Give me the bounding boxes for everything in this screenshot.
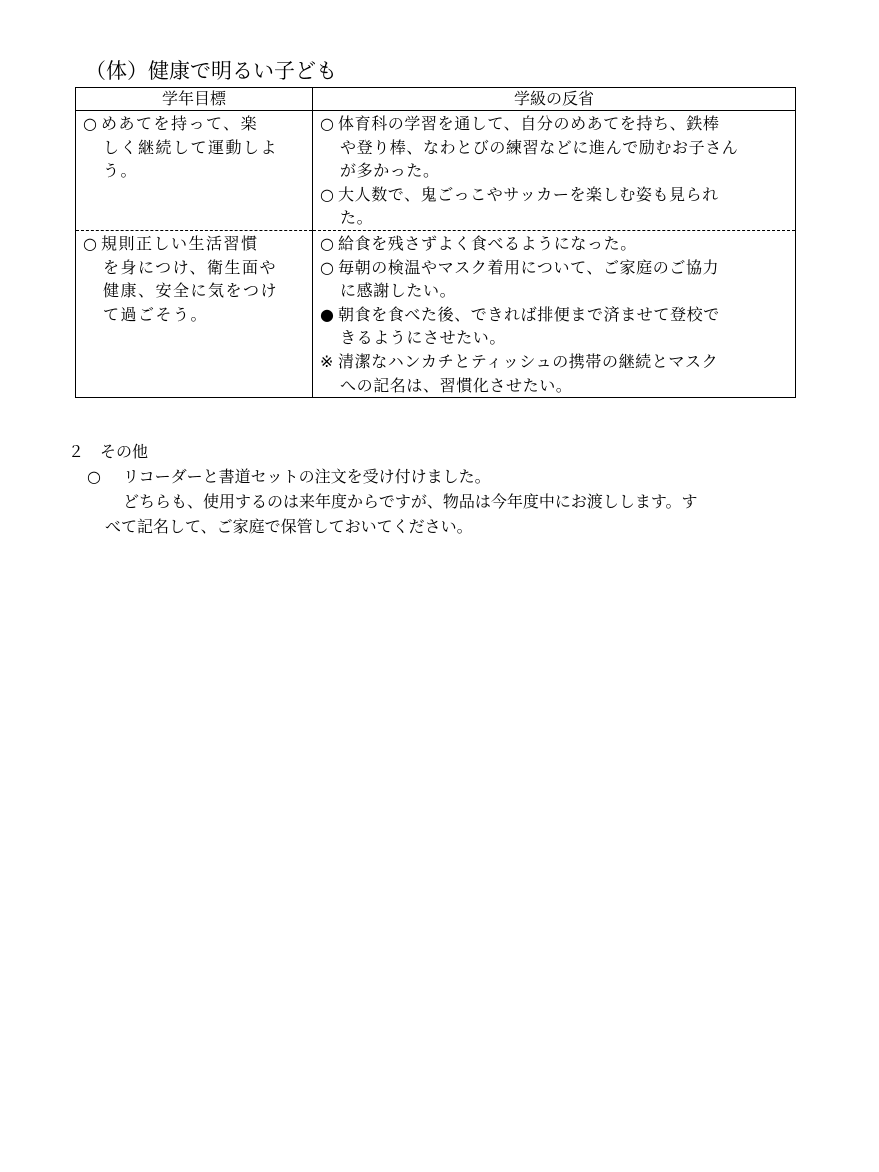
reflection-item: [320, 112, 790, 183]
goal-cell: [76, 230, 313, 397]
reflection-line: や登り棒、なわとびの練習などに進んで励むお子さん: [340, 137, 739, 157]
table-row: [76, 230, 796, 397]
reflection-line: きるようにさせたい。: [340, 328, 507, 348]
reflection-line: への記名は、習慣化させたい。: [340, 375, 573, 395]
goal-line: 規則正しい生活習慣: [101, 233, 259, 253]
bullet-marker: ●: [320, 304, 334, 324]
reflection-line: に感謝したい。: [340, 281, 457, 301]
reflection-line: 体育科の学習を通して、自分のめあてを持ち、鉄棒: [338, 114, 720, 133]
goal-line: めあてを持って、楽: [101, 114, 259, 133]
other-section-line: [87, 464, 807, 489]
goal-item: [83, 232, 307, 256]
reflection-item: [320, 350, 790, 397]
reflection-item: [320, 232, 790, 256]
reflection-item: [320, 183, 790, 230]
goal-line: を身につけ、衛生面や: [103, 257, 278, 277]
other-section-line: べて記名して、ご家庭で保管しておいてください。: [105, 517, 473, 536]
circle-marker: ○: [320, 114, 334, 133]
reflection-line: 毎朝の検温やマスク着用について、ご家庭のご協力: [338, 257, 720, 277]
goal-item: [83, 112, 307, 136]
order-notice-text: リコーダーと書道セットの注文を受け付けました。: [123, 467, 491, 486]
table-row: [76, 111, 796, 231]
circle-marker: ○: [320, 184, 334, 204]
goal-line: 健康、安全に気をつけ: [103, 281, 279, 301]
other-section-heading: ２ その他: [68, 442, 149, 461]
reflection-line: が多かった。: [340, 161, 440, 181]
reflection-line: 清潔なハンカチとティッシュの携帯の継続とマスク: [338, 351, 719, 371]
reflection-item: [320, 303, 790, 350]
goal-line: しく継続して運動しよ: [103, 137, 279, 157]
other-section-line: どちらも、使用するのは来年度からですが、物品は今年度中にお渡しします。す: [123, 492, 698, 511]
circle-marker: ○: [320, 233, 334, 253]
reflection-cell: [313, 111, 796, 231]
header-class-reflection: 学級の反省: [313, 88, 796, 111]
note-marker: ※: [320, 351, 334, 371]
reflection-line: 朝食を食べた後、できれば排便まで済ませて登校で: [338, 304, 720, 324]
reflection-cell: [313, 230, 796, 397]
goals-table: [75, 87, 796, 398]
section-heading: （体）健康で明るい子ども: [85, 59, 337, 83]
circle-marker: ○: [87, 467, 101, 486]
reflection-line: 給食を残さずよく食べるようになった。: [338, 233, 637, 253]
circle-marker: ○: [320, 257, 334, 277]
reflection-line: た。: [340, 208, 374, 228]
reflection-item: [320, 256, 790, 303]
goal-line: て過ごそう。: [103, 304, 209, 324]
reflection-line: 大人数で、鬼ごっこやサッカーを楽しむ姿も見られ: [338, 184, 719, 204]
circle-marker: ○: [83, 114, 97, 133]
goal-cell: [76, 111, 313, 231]
header-grade-goal: 学年目標: [76, 88, 313, 111]
table-header-row: [76, 88, 796, 111]
other-section-body: [87, 464, 807, 539]
goal-line: う。: [103, 161, 139, 181]
circle-marker: ○: [83, 233, 97, 253]
